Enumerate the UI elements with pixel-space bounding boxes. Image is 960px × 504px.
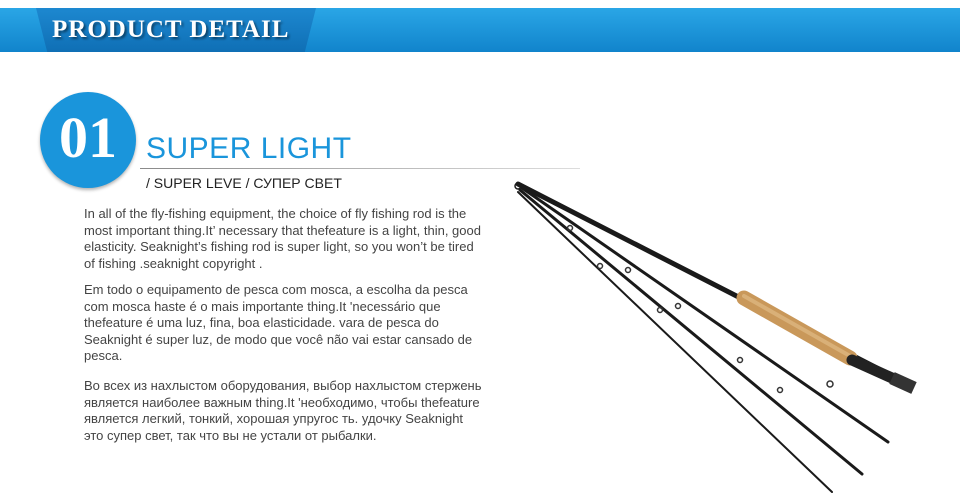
feature-title: SUPER LIGHT: [146, 132, 352, 165]
feature-number: 01: [59, 105, 117, 170]
description-english: In all of the fly-fishing equipment, the choice of fly fishing rod is the most important thing.It’ necessary that thefeature is a light, thin, good elasticity. Seaknight’s fishing rod is super light, so you won’t be tired of fishing .seaknight copyright .: [84, 206, 481, 271]
feature-number-badge: [40, 92, 136, 188]
title-divider: [140, 168, 580, 169]
feature-subtitle: / SUPER LEVE / СУПЕР СВЕТ: [146, 175, 342, 191]
fishing-rod-image: [500, 170, 960, 504]
banner-title: PRODUCT DETAIL: [52, 16, 290, 43]
description-russian: Во всех из нахлыстом оборудования, выбор нахлыстом стержень является наиболее важным thing.It 'необходимо, чтобы thefeature является легкий, тонкий, хорошая упругос ть. удочку Seaknight это супер свет, так что вы не устали от рыбалки.: [84, 378, 482, 443]
header-banner: [0, 8, 960, 52]
description-portuguese: Em todo o equipamento de pesca com mosca, a escolha da pesca com mosca haste é o mais importante thing.It 'necessário que thefeature é uma luz, fina, boa elasticidade. vara de pesca do Seaknight é super luz, de modo que você não vai estar cansado de pesca.: [84, 282, 473, 363]
